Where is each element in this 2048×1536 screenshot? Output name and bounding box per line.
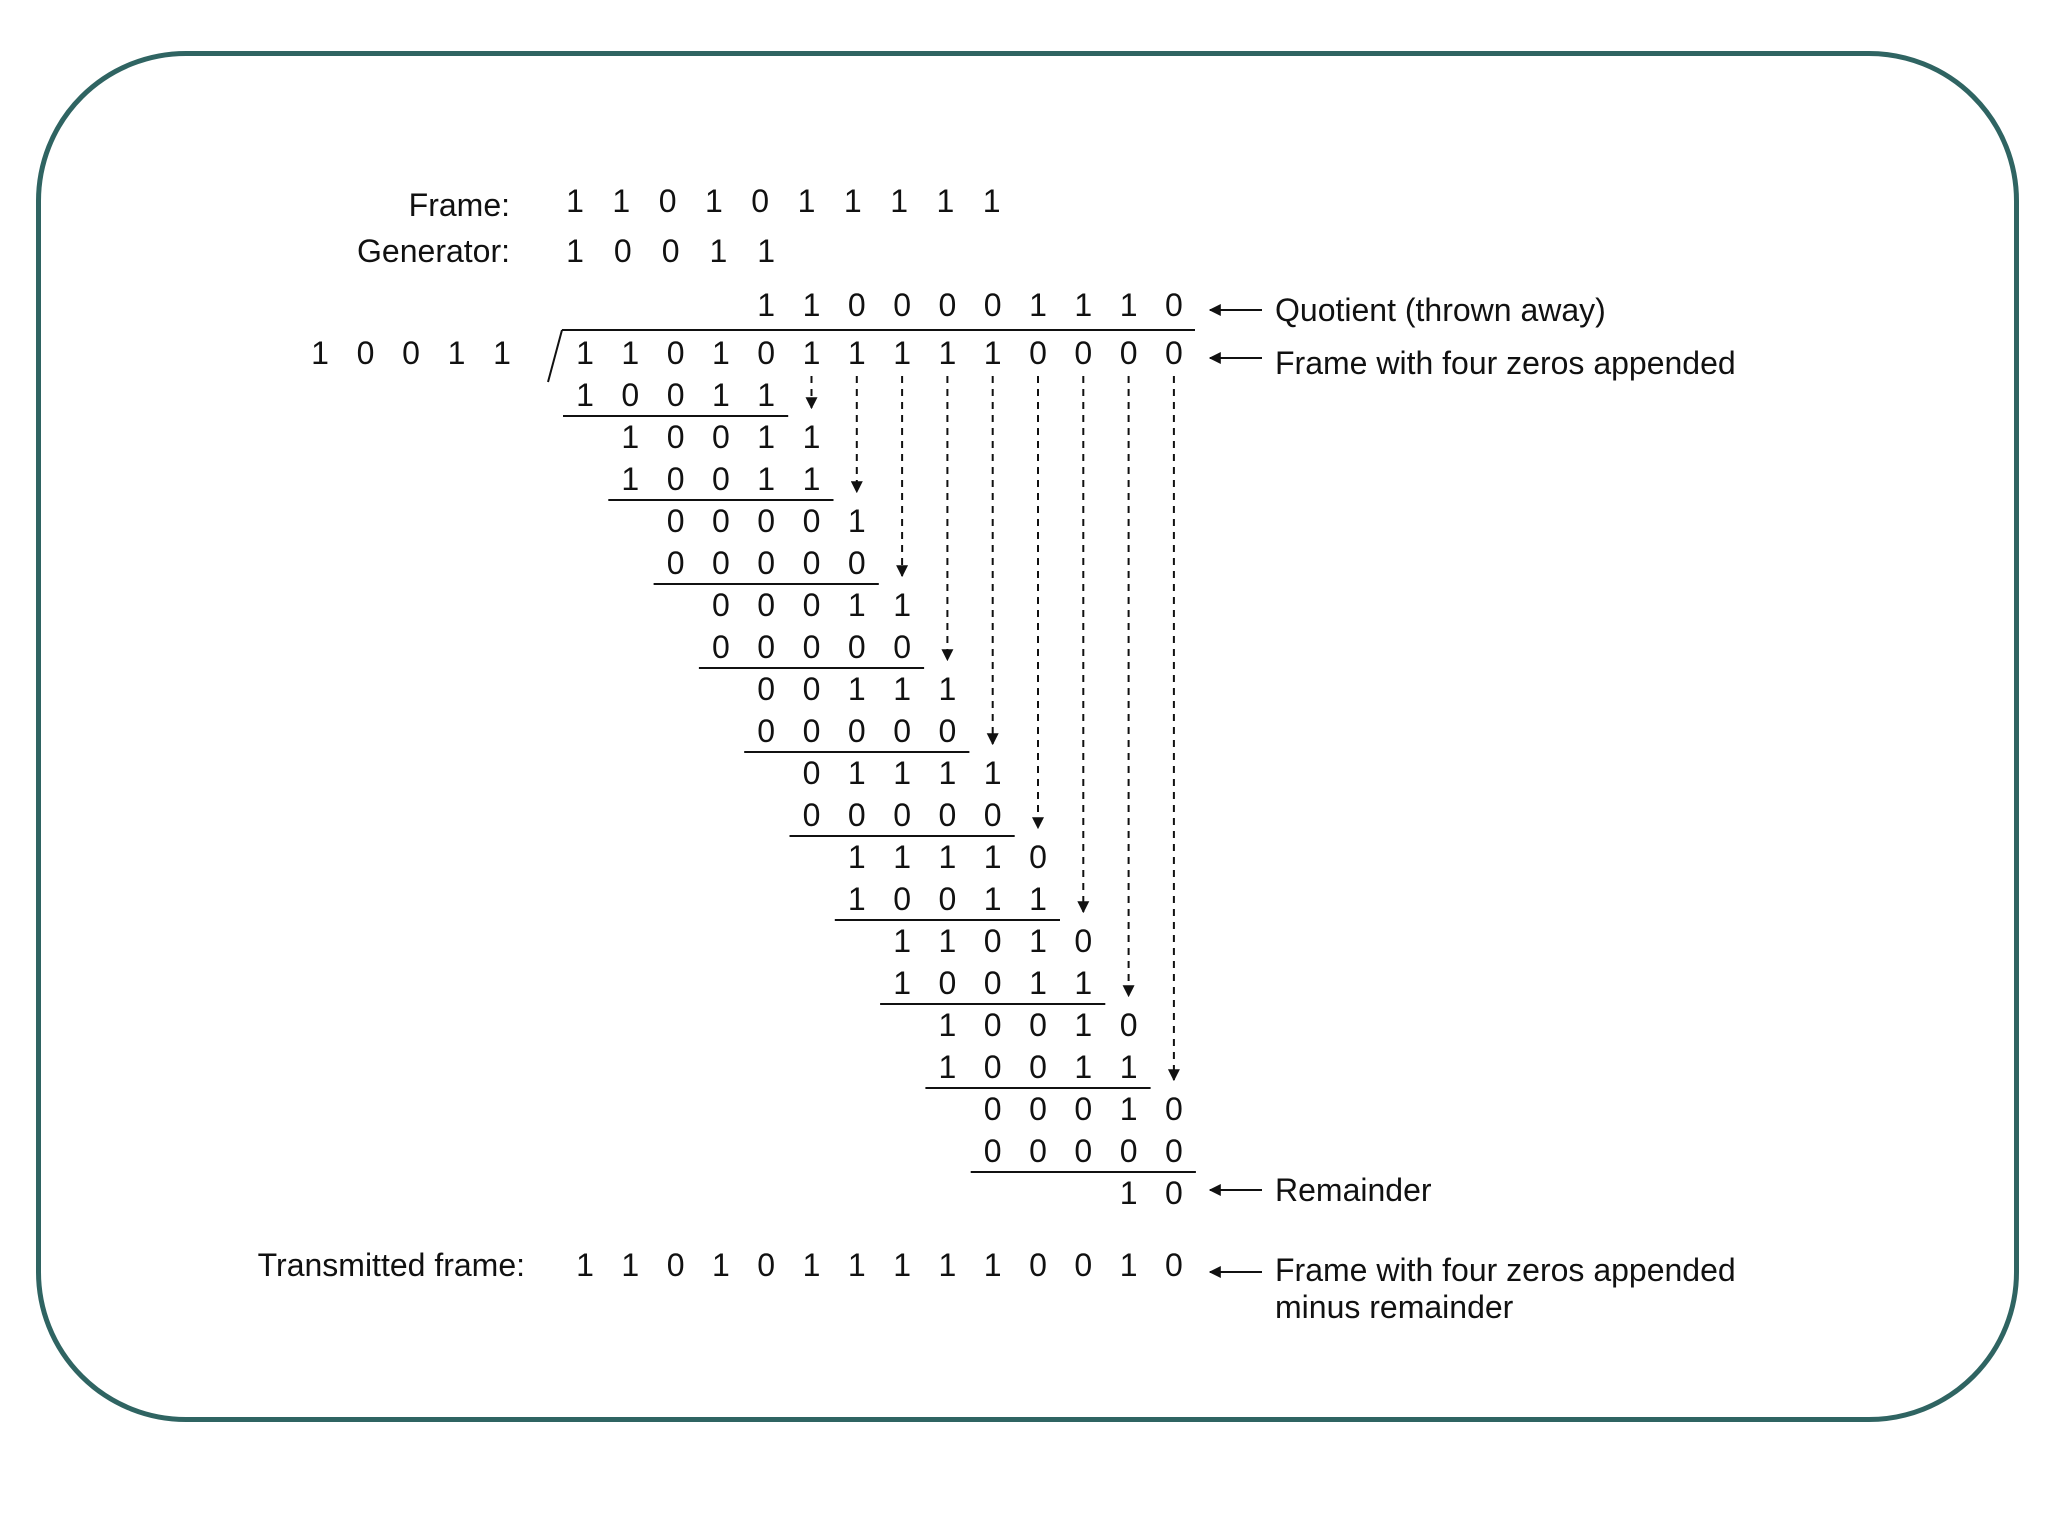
subtrahend-bit: 1	[893, 965, 911, 1001]
partial-remainder-bit: 0	[1165, 1091, 1183, 1127]
transmitted-bit: 1	[576, 1247, 594, 1283]
subtrahend-bit: 1	[983, 881, 1002, 917]
frame-bit: 1	[936, 183, 955, 219]
partial-remainder-bit: 1	[757, 419, 776, 455]
partial-remainder-bit: 1	[1119, 1091, 1138, 1127]
subtrahend-bit: 1	[757, 461, 776, 497]
partial-remainder-bit: 1	[893, 587, 911, 623]
subtrahend-bit: 1	[938, 1049, 957, 1085]
partial-remainder-bit: 1	[893, 839, 911, 875]
dividend-bit: 1	[576, 335, 594, 371]
partial-remainder-bit: 0	[1029, 839, 1047, 875]
subtrahend-bit: 1	[1029, 965, 1047, 1001]
subtrahend-bit: 0	[983, 1049, 1002, 1085]
generator-bit: 0	[661, 233, 680, 269]
subtrahend-bit: 1	[621, 461, 640, 497]
partial-remainder-bit: 0	[1074, 1091, 1093, 1127]
divisor-bit: 0	[402, 335, 420, 371]
dividend-bit: 1	[938, 335, 957, 371]
subtrahend-bit: 0	[757, 545, 776, 581]
transmitted-bit: 1	[847, 1247, 866, 1283]
partial-remainder-bit: 1	[893, 671, 911, 707]
division-bracket	[548, 330, 562, 382]
subtrahend-bit: 0	[666, 377, 685, 413]
transmitted-bit: 1	[893, 1247, 911, 1283]
generator-label: Generator:	[357, 233, 510, 269]
subtrahend-bit: 0	[712, 461, 730, 497]
subtrahend-bit: 0	[938, 797, 957, 833]
transmitted-bit: 0	[757, 1247, 776, 1283]
generator-bit: 1	[566, 233, 584, 269]
subtrahend-bit: 0	[802, 797, 821, 833]
partial-remainder-bit: 1	[938, 671, 957, 707]
partial-remainder-bit: 0	[712, 419, 730, 455]
subtrahend-bit: 0	[1119, 1133, 1138, 1169]
transmitted-bit: 1	[983, 1247, 1002, 1283]
partial-remainder-bit: 0	[983, 1007, 1002, 1043]
subtrahend-bit: 1	[1074, 965, 1093, 1001]
partial-remainder-bit: 1	[847, 587, 866, 623]
quotient-bit: 0	[983, 287, 1002, 323]
dividend-bit: 0	[1119, 335, 1138, 371]
subtrahend-bit: 0	[983, 1133, 1002, 1169]
subtrahend-bit: 0	[666, 545, 685, 581]
transmitted-bit: 1	[1119, 1247, 1138, 1283]
partial-remainder-bit: 0	[757, 671, 776, 707]
frame-label: Frame:	[408, 187, 510, 223]
subtrahend-bit: 0	[802, 713, 821, 749]
subtrahend-bit: 0	[1029, 1133, 1047, 1169]
transmitted-frame-label: Transmitted frame:	[257, 1247, 525, 1283]
dividend-note: Frame with four zeros appended	[1275, 345, 1736, 381]
partial-remainder-bit: 1	[893, 923, 911, 959]
partial-remainder-bit: 1	[983, 755, 1002, 791]
subtrahend-bit: 0	[757, 713, 776, 749]
partial-remainder-bit: 1	[938, 755, 957, 791]
generator-bit: 0	[613, 233, 632, 269]
transmitted-bit: 0	[1074, 1247, 1093, 1283]
quotient-bit: 1	[802, 287, 821, 323]
subtrahend-bit: 0	[712, 545, 730, 581]
subtrahend-bit: 0	[666, 461, 685, 497]
subtrahend-bit: 0	[621, 377, 640, 413]
partial-remainder-bit: 0	[983, 923, 1002, 959]
quotient-bit: 0	[847, 287, 866, 323]
subtrahend-bit: 0	[847, 629, 866, 665]
subtrahend-bit: 0	[938, 713, 957, 749]
partial-remainder-bit: 0	[757, 587, 776, 623]
partial-remainder-bit: 1	[1074, 1007, 1093, 1043]
partial-remainder-bit: 0	[983, 1091, 1002, 1127]
dividend-bit: 0	[1165, 335, 1183, 371]
subtrahend-bit: 0	[712, 629, 730, 665]
transmitted-bit: 0	[666, 1247, 685, 1283]
divisor-bit: 1	[447, 335, 466, 371]
partial-remainder-bit: 1	[893, 755, 911, 791]
subtrahend-bit: 0	[893, 881, 911, 917]
transmitted-bit: 0	[1165, 1247, 1183, 1283]
partial-remainder-bit: 1	[621, 419, 640, 455]
subtrahend-bit: 0	[1074, 1133, 1093, 1169]
partial-remainder-bit: 0	[1029, 1007, 1047, 1043]
subtrahend-bit: 0	[847, 713, 866, 749]
divisor-bit: 1	[311, 335, 329, 371]
subtrahend-bit: 0	[893, 797, 911, 833]
subtrahend-bit: 0	[893, 713, 911, 749]
transmitted-note-line1: Frame with four zeros appended	[1275, 1252, 1736, 1288]
transmitted-note-line2: minus remainder	[1275, 1289, 1514, 1325]
frame-bit: 0	[751, 183, 770, 219]
generator-bit: 1	[709, 233, 728, 269]
dividend-bit: 1	[847, 335, 866, 371]
partial-remainder-bit: 0	[802, 755, 821, 791]
remainder-note: Remainder	[1275, 1172, 1432, 1208]
subtrahend-bit: 0	[847, 797, 866, 833]
partial-remainder-bit: 1	[847, 755, 866, 791]
remainder-bit: 1	[1119, 1175, 1138, 1211]
transmitted-bit: 0	[1029, 1247, 1047, 1283]
quotient-bit: 1	[1029, 287, 1047, 323]
partial-remainder-bit: 1	[802, 419, 821, 455]
subtrahend-bit: 0	[1029, 1049, 1047, 1085]
subtrahend-bit: 0	[1165, 1133, 1183, 1169]
dividend-bit: 1	[983, 335, 1002, 371]
partial-remainder-bit: 1	[983, 839, 1002, 875]
partial-remainder-bit: 0	[757, 503, 776, 539]
subtrahend-bit: 0	[847, 545, 866, 581]
transmitted-bit: 1	[802, 1247, 821, 1283]
dividend-bit: 1	[621, 335, 640, 371]
frame-bit: 1	[843, 183, 862, 219]
dividend-bit: 0	[666, 335, 685, 371]
frame-bit: 1	[797, 183, 816, 219]
quotient-bit: 1	[757, 287, 776, 323]
dividend-bit: 1	[712, 335, 730, 371]
dividend-bit: 1	[802, 335, 821, 371]
partial-remainder-bit: 0	[1119, 1007, 1138, 1043]
partial-remainder-bit: 0	[666, 503, 685, 539]
dividend-bit: 0	[757, 335, 776, 371]
partial-remainder-bit: 0	[802, 503, 821, 539]
transmitted-bit: 1	[938, 1247, 957, 1283]
frame-bit: 0	[658, 183, 677, 219]
transmitted-bit: 1	[621, 1247, 640, 1283]
partial-remainder-bit: 0	[1074, 923, 1093, 959]
quotient-bit: 1	[1074, 287, 1093, 323]
quotient-note: Quotient (thrown away)	[1275, 292, 1606, 328]
frame-bit: 1	[612, 183, 631, 219]
subtrahend-bit: 0	[802, 629, 821, 665]
divisor-bit: 0	[356, 335, 375, 371]
subtrahend-bit: 0	[893, 629, 911, 665]
subtrahend-bit: 1	[802, 461, 821, 497]
subtrahend-bit: 0	[938, 965, 957, 1001]
subtrahend-bit: 0	[757, 629, 776, 665]
partial-remainder-bit: 1	[1029, 923, 1047, 959]
subtrahend-bit: 0	[983, 797, 1002, 833]
underline-layer	[548, 330, 1196, 1172]
frame-bit: 1	[566, 183, 584, 219]
remainder-bit: 0	[1165, 1175, 1183, 1211]
partial-remainder-bit: 0	[666, 419, 685, 455]
frame-bit: 1	[890, 183, 908, 219]
subtrahend-bit: 1	[1029, 881, 1047, 917]
partial-remainder-bit: 1	[938, 923, 957, 959]
dividend-bit: 0	[1074, 335, 1093, 371]
divisor-bit: 1	[493, 335, 511, 371]
subtrahend-bit: 1	[847, 881, 866, 917]
subtrahend-bit: 1	[757, 377, 776, 413]
partial-remainder-bit: 0	[1029, 1091, 1047, 1127]
dropdown-arrow-layer	[812, 310, 1263, 1272]
subtrahend-bit: 0	[938, 881, 957, 917]
transmitted-bit: 1	[712, 1247, 730, 1283]
quotient-bit: 1	[1119, 287, 1138, 323]
partial-remainder-bit: 1	[938, 839, 957, 875]
quotient-bit: 0	[893, 287, 911, 323]
frame-bit: 1	[982, 183, 1001, 219]
subtrahend-bit: 1	[1074, 1049, 1093, 1085]
quotient-bit: 0	[938, 287, 957, 323]
subtrahend-bit: 0	[802, 545, 821, 581]
subtrahend-bit: 1	[1119, 1049, 1138, 1085]
digit-layer	[311, 183, 1183, 1283]
generator-bit: 1	[757, 233, 776, 269]
frame-bit: 1	[705, 183, 723, 219]
partial-remainder-bit: 1	[847, 671, 866, 707]
subtrahend-bit: 1	[712, 377, 730, 413]
subtrahend-bit: 1	[576, 377, 594, 413]
partial-remainder-bit: 0	[712, 503, 730, 539]
quotient-bit: 0	[1165, 287, 1183, 323]
partial-remainder-bit: 1	[938, 1007, 957, 1043]
partial-remainder-bit: 0	[802, 671, 821, 707]
dividend-bit: 1	[893, 335, 911, 371]
dividend-bit: 0	[1029, 335, 1047, 371]
partial-remainder-bit: 0	[802, 587, 821, 623]
partial-remainder-bit: 1	[847, 839, 866, 875]
partial-remainder-bit: 0	[712, 587, 730, 623]
subtrahend-bit: 0	[983, 965, 1002, 1001]
partial-remainder-bit: 1	[847, 503, 866, 539]
